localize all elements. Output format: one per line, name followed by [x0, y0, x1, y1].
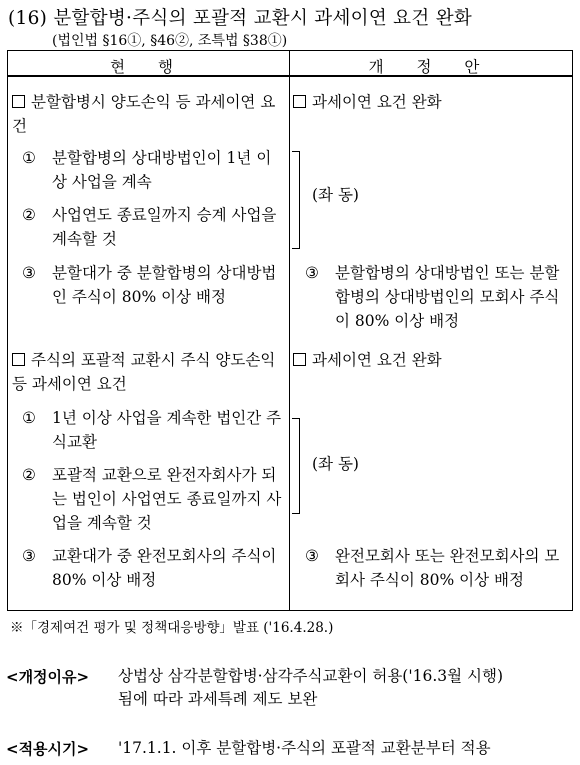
reason-line2: 됨에 따라 과세특례 제도 보완 — [118, 690, 318, 708]
checkbox-square-icon — [293, 353, 306, 366]
s1-item1-text: 분할합병의 상대방법인이 1년 이상 사업을 계속 — [52, 149, 272, 191]
s1-item2-marker: ② — [22, 206, 36, 224]
header-current: 현 행 — [110, 58, 187, 76]
effective-label: <적용시기> — [6, 740, 90, 758]
reason-label: <개정이유> — [6, 668, 90, 686]
s2-item1-text: 1년 이상 사업을 계속한 법인간 주식교환 — [52, 409, 282, 451]
section1-current-heading-text: 분할합병시 양도손익 등 과세이연 요건 — [12, 93, 276, 135]
s1-item3-marker: ③ — [22, 264, 36, 282]
s1-item3-revised: 분할합병의 상대방법인 또는 분할합병의 상대방법인의 모회사 주식이 80% 이상 배정 — [335, 264, 560, 330]
checkbox-square-icon — [12, 353, 25, 366]
s1-item1-marker: ① — [22, 149, 36, 167]
reason-line1: 상법상 삼각분할합병·삼각주식교환이 허용('16.3월 시행) — [118, 667, 504, 685]
s2-item3-current: 교환대가 중 완전모회사의 주식이 80% 이상 배정 — [52, 547, 277, 589]
s1-item2-text: 사업연도 종료일까지 승계 사업을 계속할 것 — [52, 206, 277, 248]
s2-same-note: (좌 동) — [312, 455, 359, 473]
section1-revised-heading-text: 과세이연 요건 완화 — [312, 93, 442, 111]
same-bracket — [292, 151, 300, 249]
page-title: (16) 분할합병·주식의 포괄적 교환시 과세이연 요건 완화 — [8, 8, 473, 29]
section1-current-heading — [12, 90, 287, 138]
header-revised: 개 정 안 — [368, 58, 494, 76]
s2-item1-marker: ① — [22, 409, 36, 427]
checkbox-square-icon — [12, 95, 25, 108]
s1-item3-current: 분할대가 중 분할합병의 상대방법인 주식이 80% 이상 배정 — [52, 264, 277, 306]
effective-text: '17.1.1. 이후 분할합병·주식의 포괄적 교환분부터 적용 — [118, 739, 491, 757]
s2-item3-marker: ③ — [22, 547, 36, 565]
same-bracket — [292, 418, 300, 514]
checkbox-square-icon — [293, 95, 306, 108]
s1-item3-revised-marker: ③ — [305, 264, 319, 282]
section2-revised-heading — [293, 348, 568, 372]
section2-revised-heading-text: 과세이연 요건 완화 — [312, 351, 442, 369]
footnote: ※「경제여건 평가 및 정책대응방향」발표 ('16.4.28.) — [10, 620, 334, 636]
legal-reference: (법인법 §16①, §46②, 조특법 §38①) — [52, 33, 288, 49]
s1-same-note: (좌 동) — [312, 186, 359, 204]
s2-item2-text: 포괄적 교환으로 완전자회사가 되는 법인이 사업연도 종료일까지 사업을 계속할 것 — [52, 466, 282, 532]
section2-current-heading — [12, 348, 287, 396]
column-divider — [289, 50, 290, 611]
section1-revised-heading — [293, 90, 568, 114]
s2-item2-marker: ② — [22, 466, 36, 484]
s2-item3-revised: 완전모회사 또는 완전모회사의 모회사 주식이 80% 이상 배정 — [335, 547, 560, 589]
s2-item3-revised-marker: ③ — [305, 547, 319, 565]
section2-current-heading-text: 주식의 포괄적 교환시 주식 양도손익 등 과세이연 요건 — [12, 351, 276, 393]
